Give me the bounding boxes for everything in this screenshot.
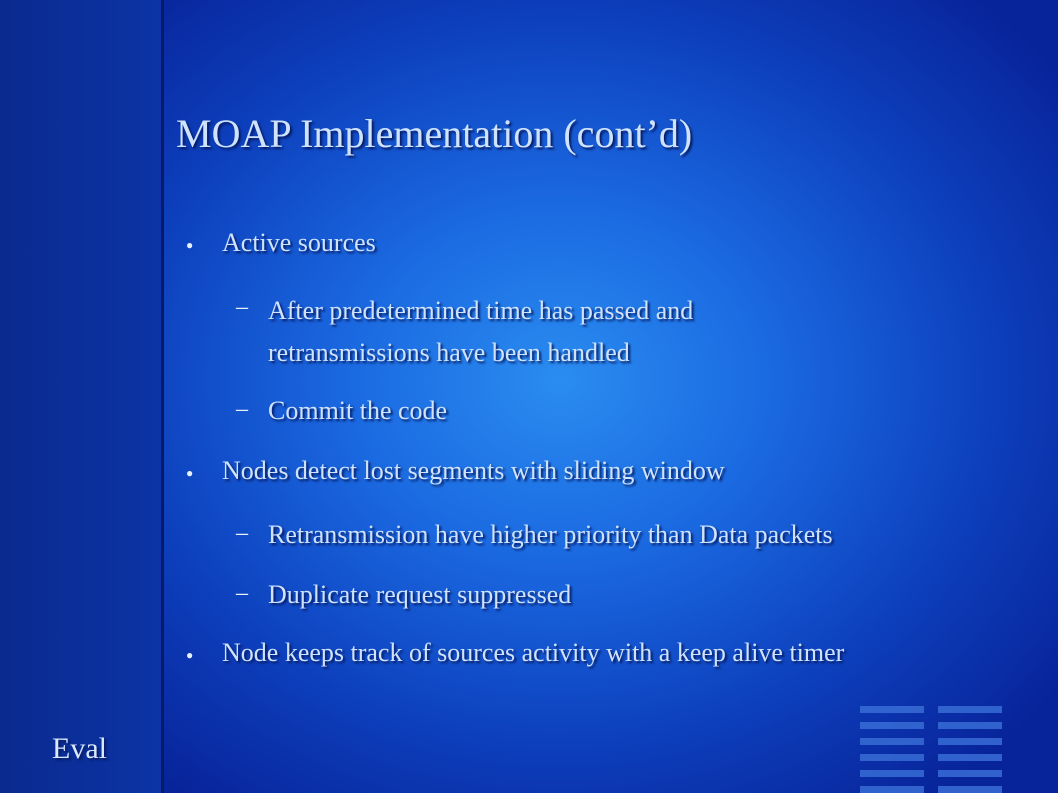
dash-icon: –: [236, 294, 248, 320]
bullet-item-1: Active sources: [222, 228, 376, 257]
bullet-icon: ●: [186, 648, 194, 662]
sub-item-4: Duplicate request suppressed: [268, 580, 572, 609]
bullet-icon: ●: [186, 466, 194, 480]
sub-item-1: After predetermined time has passed and retransmissions have been handled: [268, 296, 694, 367]
bullet-item-3: Node keeps track of sources activity with a keep alive timer: [222, 638, 845, 667]
dash-icon: –: [236, 520, 248, 546]
left-divider: [161, 0, 164, 793]
footer-label: Eval: [52, 732, 107, 765]
slide-title: MOAP Implementation (cont’d): [176, 111, 693, 156]
sub-item-2: Commit the code: [268, 396, 448, 425]
dash-icon: –: [236, 396, 248, 422]
dash-icon: –: [236, 580, 248, 606]
sub-item-3: Retransmission have higher priority than Data packets: [268, 520, 833, 549]
decorative-bars-icon: [860, 706, 1002, 793]
left-band: [0, 0, 161, 793]
bullet-icon: ●: [186, 238, 194, 252]
bullet-item-2: Nodes detect lost segments with sliding window: [222, 456, 725, 485]
